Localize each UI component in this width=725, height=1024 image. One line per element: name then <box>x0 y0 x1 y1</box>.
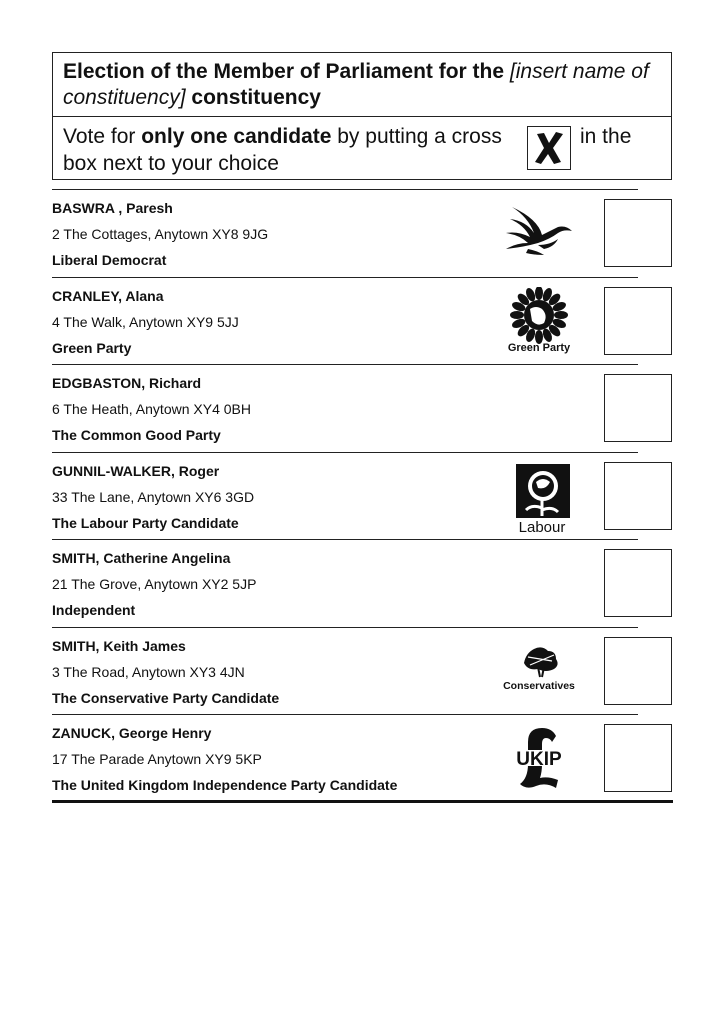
party-emblem <box>498 724 580 794</box>
row-divider <box>52 452 638 453</box>
candidate-address: 6 The Heath, Anytown XY4 0BH <box>52 401 251 417</box>
candidate-party: Green Party <box>52 339 132 356</box>
svg-text:UKIP: UKIP <box>516 749 562 770</box>
vote-box[interactable] <box>604 462 672 530</box>
instruction-text: by putting a cross <box>331 125 502 148</box>
row-divider <box>52 277 638 278</box>
candidate-address: 4 The Walk, Anytown XY9 5JJ <box>52 313 239 330</box>
party-emblem <box>498 637 580 707</box>
row-divider <box>52 364 638 365</box>
row-divider <box>52 539 638 540</box>
candidate-name: BASWRA , Paresh <box>52 200 173 216</box>
candidate-address: 3 The Road, Anytown XY3 4JN <box>52 663 245 680</box>
candidate-address: 17 The Parade Anytown XY9 5KP <box>52 751 262 767</box>
row-divider <box>52 189 638 190</box>
vote-box[interactable] <box>604 287 672 355</box>
vote-box[interactable] <box>604 374 672 442</box>
example-cross-box <box>527 126 571 170</box>
svg-text:Labour: Labour <box>518 518 566 534</box>
candidate-name: SMITH, Keith James <box>52 637 186 654</box>
candidate-party: Independent <box>52 602 136 618</box>
title-bold-part: Election of the Member of Parliament for the <box>63 60 510 83</box>
party-emblem <box>498 287 580 357</box>
vote-box[interactable] <box>604 724 672 792</box>
vote-box[interactable] <box>604 199 672 267</box>
svg-text:Green Party: Green Party <box>507 341 571 354</box>
candidate-name: EDGBASTON, Richard <box>52 375 202 391</box>
instruction-text: Vote for <box>63 125 142 148</box>
title-bold-end: constituency <box>185 86 321 109</box>
candidate-party: The United Kingdom Independence Party Candidate <box>52 777 398 793</box>
title-constituency-placeholder: [insert name of constituency] <box>63 60 649 109</box>
vote-box[interactable] <box>604 637 672 705</box>
labour-rose-icon <box>498 462 580 534</box>
party-emblem <box>498 199 580 269</box>
cross-icon <box>528 127 569 168</box>
conservative-tree-icon <box>498 637 580 707</box>
row-divider <box>52 714 638 715</box>
candidate-address: 2 The Cottages, Anytown XY8 9JG <box>52 226 269 242</box>
candidate-name: SMITH, Catherine Angelina <box>52 550 231 566</box>
candidate-party: The Common Good Party <box>52 427 221 443</box>
candidate-party: Liberal Democrat <box>52 252 167 268</box>
candidate-name: CRANLEY, Alana <box>52 287 164 304</box>
svg-text:Conservatives: Conservatives <box>503 679 575 692</box>
vote-box[interactable] <box>604 549 672 617</box>
green-party-sunflower-icon <box>498 287 580 357</box>
party-emblem <box>498 462 580 532</box>
ballot-bottom-rule <box>52 800 673 803</box>
candidate-address: 21 The Grove, Anytown XY2 5JP <box>52 576 257 592</box>
candidate-name: ZANUCK, George Henry <box>52 725 212 741</box>
candidate-address: 33 The Lane, Anytown XY6 3GD <box>52 488 255 505</box>
liberal-democrat-bird-icon <box>498 199 580 269</box>
candidate-party: The Conservative Party Candidate <box>52 689 280 706</box>
instruction-text: box next to your choice <box>63 152 279 175</box>
ballot-header <box>52 52 672 180</box>
candidate-name: GUNNIL-WALKER, Roger <box>52 462 220 479</box>
candidate-party: The Labour Party Candidate <box>52 514 239 531</box>
ballot-instructions <box>53 117 671 179</box>
instruction-emphasis: only one candidate <box>141 125 332 148</box>
ukip-pound-icon <box>498 724 580 796</box>
instruction-text: in the <box>580 125 632 148</box>
ballot-title <box>53 53 671 117</box>
row-divider <box>52 627 638 628</box>
